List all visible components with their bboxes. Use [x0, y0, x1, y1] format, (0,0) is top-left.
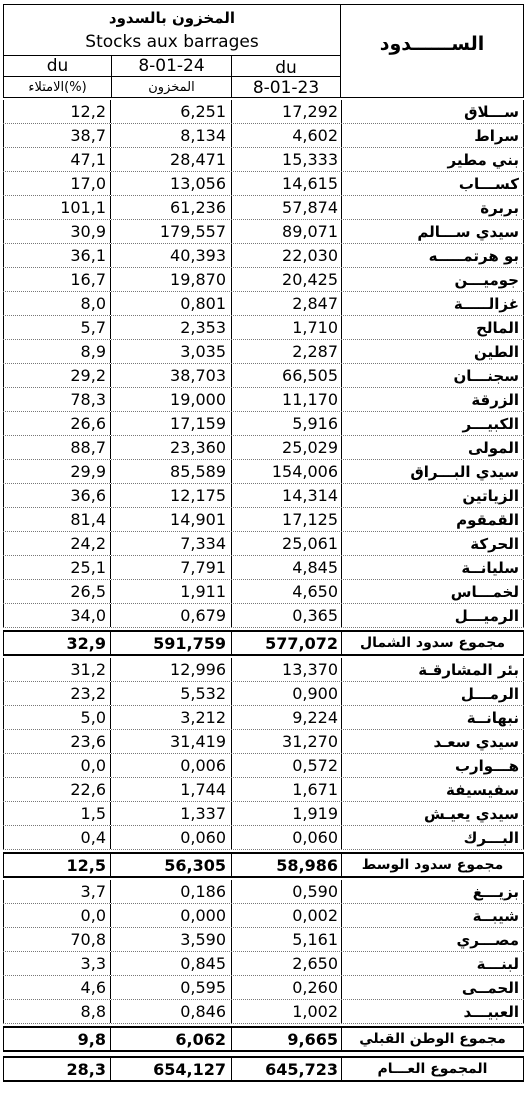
stock-2023-cell: 31,270 — [232, 730, 342, 753]
fill-percent-cell: 38,7 — [3, 124, 111, 147]
dam-name-cell: سليانــة — [342, 556, 524, 579]
fill-percent-cell: 9,8 — [3, 1028, 111, 1050]
table-row — [3, 220, 524, 244]
table-row — [3, 778, 524, 802]
table-row — [3, 682, 524, 706]
dam-name-cell: البـــرك — [342, 826, 524, 849]
stock-2023-cell: 11,170 — [232, 388, 342, 411]
stock-2023-cell: 22,030 — [232, 244, 342, 267]
dam-name-cell: الرميـــل — [342, 604, 524, 627]
stock-2023-cell: 66,505 — [232, 364, 342, 387]
stock-2024-cell: 591,759 — [111, 632, 232, 654]
fill-percent-cell: 26,6 — [3, 412, 111, 435]
fill-percent-cell: 26,5 — [3, 580, 111, 603]
stock-2024-cell: 179,557 — [111, 220, 232, 243]
stock-2024-cell: 7,334 — [111, 532, 232, 555]
dams-column-label: الســــــدود — [379, 33, 485, 55]
stock-2023-cell: 17,125 — [232, 508, 342, 531]
table-row — [3, 730, 524, 754]
fill-percent-cell: 0,4 — [3, 826, 111, 849]
stock-2024-cell: 3,212 — [111, 706, 232, 729]
table-row — [3, 880, 524, 904]
dam-name-cell: المولى — [342, 436, 524, 459]
table-row — [3, 148, 524, 172]
stock-2024-cell: 1,744 — [111, 778, 232, 801]
table-row — [3, 364, 524, 388]
stock-2024-cell: 3,590 — [111, 928, 232, 951]
fill-percent-cell: 5,0 — [3, 706, 111, 729]
table-row — [3, 928, 524, 952]
fill-percent-cell: 32,9 — [3, 632, 111, 654]
table-row — [3, 826, 524, 850]
stock-2023-cell: 20,425 — [232, 268, 342, 291]
dam-name-cell: بني مطير — [342, 148, 524, 171]
table-row — [3, 124, 524, 148]
stock-2023-cell: 0,260 — [232, 976, 342, 999]
stock-2024-cell: 0,846 — [111, 1000, 232, 1023]
dam-name-cell: جوميـــن — [342, 268, 524, 291]
stock-2024-cell: 12,175 — [111, 484, 232, 507]
dam-name-cell: الحركة — [342, 532, 524, 555]
dam-name-cell: العبيـــد — [342, 1000, 524, 1023]
stock-2024-cell: 7,791 — [111, 556, 232, 579]
table-row — [3, 196, 524, 220]
stock-2023-cell: 25,061 — [232, 532, 342, 555]
stock-2024-cell: 38,703 — [111, 364, 232, 387]
stock-2024-cell: 0,845 — [111, 952, 232, 975]
stock-2023-cell: 25,029 — [232, 436, 342, 459]
stock-2024-cell: 1,911 — [111, 580, 232, 603]
stock-2024-cell: 6,062 — [111, 1028, 232, 1050]
table-row — [3, 412, 524, 436]
dam-name-cell: سيدي البـــراق — [342, 460, 524, 483]
table-row — [3, 484, 524, 508]
table-row — [3, 244, 524, 268]
dam-name-cell: القمقوم — [342, 508, 524, 531]
stock-2023-cell: 0,572 — [232, 754, 342, 777]
fill-percent-cell: 36,6 — [3, 484, 111, 507]
fill-percent-cell: 23,6 — [3, 730, 111, 753]
fill-percent-cell: 30,9 — [3, 220, 111, 243]
stock-2024-cell: 56,305 — [111, 854, 232, 876]
dam-name-cell: غزالـــــة — [342, 292, 524, 315]
stock-2024-cell: 23,360 — [111, 436, 232, 459]
subtotal-row — [3, 852, 524, 878]
dam-name-cell: المالح — [342, 316, 524, 339]
fill-percent-cell: 22,6 — [3, 778, 111, 801]
stock-2023-cell: 57,874 — [232, 196, 342, 219]
stock-2023-cell: 4,650 — [232, 580, 342, 603]
fill-percent-cell: 88,7 — [3, 436, 111, 459]
dam-name-cell: شيبــة — [342, 904, 524, 927]
dam-name-cell: سيدي ســـالم — [342, 220, 524, 243]
table-row — [3, 532, 524, 556]
stock-2023-cell: 1,671 — [232, 778, 342, 801]
fill-percent-cell: 0,0 — [3, 754, 111, 777]
dam-name-cell: سراط — [342, 124, 524, 147]
fill-percent-cell: 23,2 — [3, 682, 111, 705]
stock-2024-cell: 31,419 — [111, 730, 232, 753]
table-row — [3, 436, 524, 460]
stock-2023-cell: 0,590 — [232, 880, 342, 903]
fill-percent-cell: 29,2 — [3, 364, 111, 387]
stock-2024-cell: 40,393 — [111, 244, 232, 267]
du-label-right: du — [275, 58, 297, 78]
stock-2024-cell: 0,595 — [111, 976, 232, 999]
fill-percent-cell: 4,6 — [3, 976, 111, 999]
dam-name-cell: بزيـــغ — [342, 880, 524, 903]
dam-name-cell: الطين — [342, 340, 524, 363]
date-2023: 8-01-23 — [252, 78, 320, 98]
table-row — [3, 580, 524, 604]
fill-percent-cell: 8,9 — [3, 340, 111, 363]
dam-name-cell: لخمـــاس — [342, 580, 524, 603]
stock-2023-cell: 0,365 — [232, 604, 342, 627]
table-row — [3, 802, 524, 826]
stock-2023-cell: 2,287 — [232, 340, 342, 363]
fill-percent-cell: 3,3 — [3, 952, 111, 975]
stock-2023-cell: 5,916 — [232, 412, 342, 435]
dam-name-cell: بربرة — [342, 196, 524, 219]
stock-2024-cell: 8,134 — [111, 124, 232, 147]
dam-name-cell: نبهانــة — [342, 706, 524, 729]
table-row — [3, 316, 524, 340]
fill-percent-cell: 8,8 — [3, 1000, 111, 1023]
subtotal-row — [3, 1026, 524, 1052]
table-row — [3, 976, 524, 1000]
dam-name-cell: بو هرتمـــــه — [342, 244, 524, 267]
stock-2023-cell: 9,224 — [232, 706, 342, 729]
stock-label: المخزون — [148, 80, 195, 95]
fill-percent-cell: 8,0 — [3, 292, 111, 315]
stock-2024-cell: 0,679 — [111, 604, 232, 627]
fill-percent-cell: 0,0 — [3, 904, 111, 927]
table-row — [3, 100, 524, 124]
stock-2023-cell: 4,845 — [232, 556, 342, 579]
stock-2023-cell: 1,710 — [232, 316, 342, 339]
fill-percent-cell: 25,1 — [3, 556, 111, 579]
dam-name-cell: سيدي يعيـش — [342, 802, 524, 825]
grand-total-row — [3, 1056, 524, 1082]
fill-percent-cell: 31,2 — [3, 658, 111, 681]
dam-name-cell: كســـاب — [342, 172, 524, 195]
stock-2023-cell: 645,723 — [232, 1058, 342, 1080]
stock-2023-cell: 17,292 — [232, 100, 342, 123]
table-row — [3, 292, 524, 316]
stock-2023-cell: 1,919 — [232, 802, 342, 825]
stock-2023-cell: 15,333 — [232, 148, 342, 171]
dam-name-cell: بئر المشارقـة — [342, 658, 524, 681]
dam-name-cell: مجموع الوطن القبلي — [342, 1028, 524, 1050]
stock-2024-cell: 61,236 — [111, 196, 232, 219]
fill-percent-cell: 3,7 — [3, 880, 111, 903]
table-row — [3, 268, 524, 292]
table-row — [3, 1000, 524, 1024]
dam-name-cell: مصـــري — [342, 928, 524, 951]
stock-2024-cell: 19,870 — [111, 268, 232, 291]
stock-2023-cell: 1,002 — [232, 1000, 342, 1023]
du-label-left: du — [46, 56, 69, 76]
fill-percent-cell: 17,0 — [3, 172, 111, 195]
stock-2024-cell: 28,471 — [111, 148, 232, 171]
table-row — [3, 460, 524, 484]
stock-2023-cell: 154,006 — [232, 460, 342, 483]
table-row — [3, 340, 524, 364]
table-row — [3, 172, 524, 196]
stock-title-fr: Stocks aux barrages — [85, 32, 259, 52]
stock-2023-cell: 2,650 — [232, 952, 342, 975]
fill-percent-cell: 81,4 — [3, 508, 111, 531]
fill-percent-cell: 36,1 — [3, 244, 111, 267]
stock-2023-cell: 4,602 — [232, 124, 342, 147]
stock-2024-cell: 0,801 — [111, 292, 232, 315]
table-row — [3, 604, 524, 628]
dam-name-cell: ســـلاق — [342, 100, 524, 123]
table-row — [3, 556, 524, 580]
stock-2024-cell: 85,589 — [111, 460, 232, 483]
table-row — [3, 508, 524, 532]
stock-2023-cell: 14,314 — [232, 484, 342, 507]
stock-2023-cell: 577,072 — [232, 632, 342, 654]
fill-percent-cell: 70,8 — [3, 928, 111, 951]
dam-name-cell: الزياتين — [342, 484, 524, 507]
stock-2024-cell: 0,186 — [111, 880, 232, 903]
stock-2023-cell: 0,900 — [232, 682, 342, 705]
dam-name-cell: لبنـــة — [342, 952, 524, 975]
stock-2024-cell: 0,006 — [111, 754, 232, 777]
dam-name-cell: سفيسيفة — [342, 778, 524, 801]
stock-2024-cell: 13,056 — [111, 172, 232, 195]
dam-name-cell: الرمـــل — [342, 682, 524, 705]
table-row — [3, 952, 524, 976]
stock-2023-cell: 89,071 — [232, 220, 342, 243]
fill-percent-cell: 101,1 — [3, 196, 111, 219]
stock-2023-cell: 2,847 — [232, 292, 342, 315]
fill-percent-cell: 78,3 — [3, 388, 111, 411]
fill-percent-cell: 47,1 — [3, 148, 111, 171]
stock-2024-cell: 17,159 — [111, 412, 232, 435]
stock-2023-cell: 0,060 — [232, 826, 342, 849]
table-header — [3, 4, 524, 98]
fill-percent-cell: 24,2 — [3, 532, 111, 555]
dam-name-cell: سيدي سعـد — [342, 730, 524, 753]
stock-2023-cell: 9,665 — [232, 1028, 342, 1050]
stock-2024-cell: 19,000 — [111, 388, 232, 411]
dam-name-cell: مجموع سدود الشمال — [342, 632, 524, 654]
stock-2024-cell: 3,035 — [111, 340, 232, 363]
fill-percent-cell: 12,5 — [3, 854, 111, 876]
table-row — [3, 388, 524, 412]
dam-name-cell: الزرقة — [342, 388, 524, 411]
fill-percent-cell: 34,0 — [3, 604, 111, 627]
stock-2023-cell: 13,370 — [232, 658, 342, 681]
subtotal-row — [3, 630, 524, 656]
table-row — [3, 904, 524, 928]
dam-name-cell: هـــوارب — [342, 754, 524, 777]
stock-2024-cell: 2,353 — [111, 316, 232, 339]
stock-2024-cell: 14,901 — [111, 508, 232, 531]
fill-percent-cell: 28,3 — [3, 1058, 111, 1080]
stock-2023-cell: 0,002 — [232, 904, 342, 927]
stock-2024-cell: 0,000 — [111, 904, 232, 927]
table-row — [3, 754, 524, 778]
fill-percent-cell: 1,5 — [3, 802, 111, 825]
date-2024: 8-01-24 — [138, 56, 205, 76]
fill-percent-label: الامتلاء(%) — [28, 80, 87, 95]
stock-2024-cell: 654,127 — [111, 1058, 232, 1080]
dam-name-cell: سجنـــان — [342, 364, 524, 387]
fill-percent-cell: 29,9 — [3, 460, 111, 483]
fill-percent-cell: 5,7 — [3, 316, 111, 339]
stock-2023-cell: 14,615 — [232, 172, 342, 195]
stock-2024-cell: 6,251 — [111, 100, 232, 123]
dam-name-cell: الحمــى — [342, 976, 524, 999]
table-row — [3, 658, 524, 682]
fill-percent-cell: 12,2 — [3, 100, 111, 123]
stock-2023-cell: 5,161 — [232, 928, 342, 951]
stock-2024-cell: 1,337 — [111, 802, 232, 825]
dam-name-cell: مجموع سدود الوسط — [342, 854, 524, 876]
stock-2023-cell: 58,986 — [232, 854, 342, 876]
stock-2024-cell: 0,060 — [111, 826, 232, 849]
dam-name-cell: الكبيـــر — [342, 412, 524, 435]
stock-title-ar: المخزون بالسدود — [108, 9, 236, 27]
fill-percent-cell: 16,7 — [3, 268, 111, 291]
dam-name-cell: المجموع العـــام — [342, 1058, 524, 1080]
stock-2024-cell: 12,996 — [111, 658, 232, 681]
table-row — [3, 706, 524, 730]
stock-2024-cell: 5,532 — [111, 682, 232, 705]
